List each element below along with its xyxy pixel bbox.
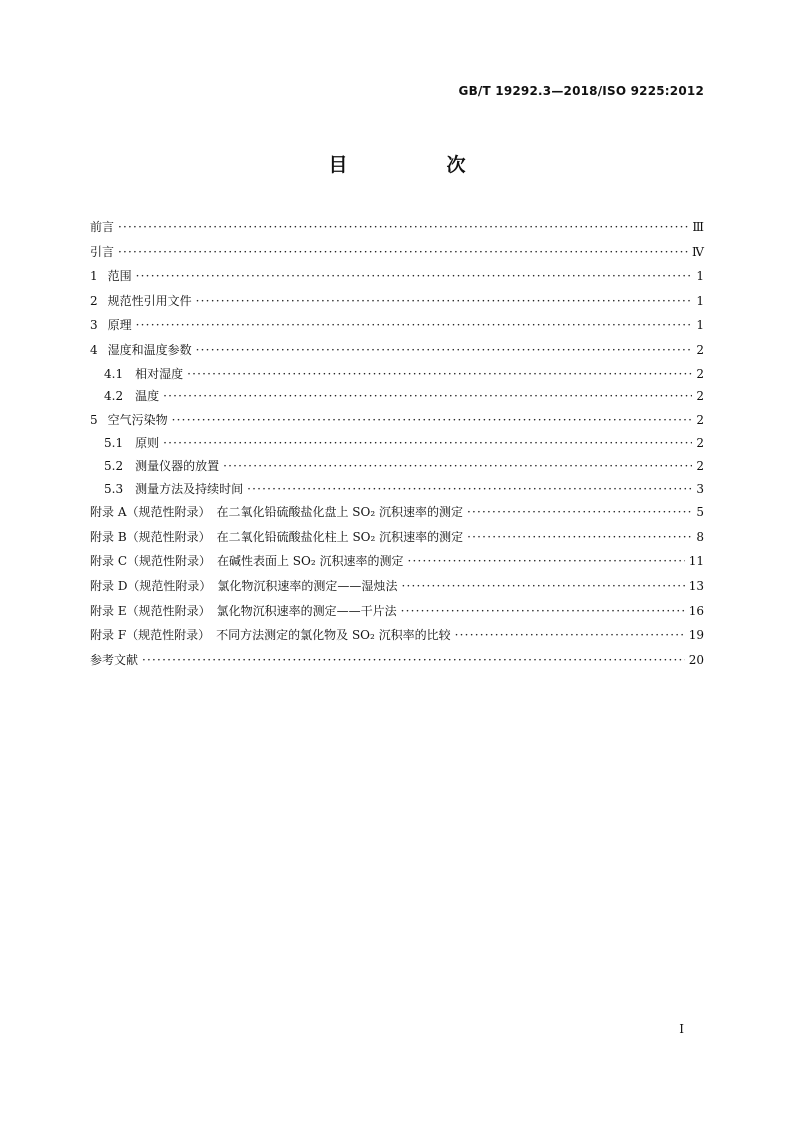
dot-leader bbox=[136, 264, 693, 289]
toc-entry-5-2[interactable] bbox=[90, 455, 704, 478]
dot-leader bbox=[196, 338, 693, 363]
toc-entry-text: 测量方法及持续时间 bbox=[135, 481, 244, 496]
toc-entry-annex-c[interactable] bbox=[90, 549, 704, 574]
toc-entry-text: 范围 bbox=[107, 269, 132, 284]
dot-leader bbox=[118, 215, 688, 240]
toc-entry-page: 1 bbox=[696, 318, 704, 333]
toc-entry-page: Ⅲ bbox=[692, 220, 704, 234]
dot-leader bbox=[455, 623, 685, 648]
toc-entry-page: 13 bbox=[688, 578, 704, 593]
toc-entry-text: 相对湿度 bbox=[135, 366, 184, 381]
toc-entry-number: 1 bbox=[90, 269, 98, 284]
toc-entry-number: 4.2 bbox=[104, 389, 124, 404]
toc-entry-page: 16 bbox=[688, 603, 704, 618]
toc-entry-text: 附录 F（规范性附录） 不同方法测定的氯化物及 SO₂ 沉积率的比较 bbox=[90, 628, 451, 643]
toc-entry-annex-e[interactable] bbox=[90, 599, 704, 624]
toc-entry-number: 2 bbox=[90, 293, 98, 308]
dot-leader bbox=[401, 599, 685, 624]
toc-entry-4-2[interactable] bbox=[90, 385, 704, 408]
dot-leader bbox=[163, 385, 692, 408]
toc-entry-foreword[interactable] bbox=[90, 215, 704, 240]
toc-entry-text: 原理 bbox=[107, 318, 132, 333]
toc-entry-bibliography[interactable] bbox=[90, 648, 704, 673]
dot-leader bbox=[172, 408, 693, 433]
dot-leader bbox=[467, 500, 692, 525]
dot-leader bbox=[196, 289, 693, 314]
toc-entry-annex-a[interactable] bbox=[90, 500, 704, 525]
toc-entry-text: 附录 D（规范性附录） 氯化物沉积速率的测定——湿烛法 bbox=[90, 578, 398, 593]
toc-entry-text: 引言 bbox=[90, 244, 115, 259]
toc-entry-text: 规范性引用文件 bbox=[107, 293, 192, 308]
toc-entry-page: 8 bbox=[696, 529, 704, 544]
toc-entry-2[interactable] bbox=[90, 289, 704, 314]
toc-entry-text: 原则 bbox=[135, 436, 160, 451]
toc-entry-page: 11 bbox=[688, 554, 704, 569]
toc-entry-text: 测量仪器的放置 bbox=[135, 458, 220, 473]
toc-entry-annex-b[interactable] bbox=[90, 525, 704, 550]
dot-leader bbox=[401, 574, 684, 599]
dot-leader bbox=[467, 525, 692, 550]
toc-entry-5[interactable] bbox=[90, 408, 704, 433]
page-title: 目 次 bbox=[328, 154, 506, 176]
toc-entry-number: 4.1 bbox=[104, 366, 124, 381]
toc-entry-page: Ⅳ bbox=[692, 244, 704, 259]
toc-entry-5-3[interactable] bbox=[90, 478, 704, 501]
toc-entry-annex-f[interactable] bbox=[90, 623, 704, 648]
toc-entry-introduction[interactable] bbox=[90, 240, 704, 265]
toc-entry-page: 2 bbox=[696, 366, 704, 381]
toc-entry-number: 5.3 bbox=[104, 481, 124, 496]
toc-entry-page: 2 bbox=[696, 342, 704, 357]
dot-leader bbox=[223, 455, 692, 478]
toc-entry-number: 5.1 bbox=[104, 436, 124, 451]
toc-entry-page: 5 bbox=[696, 505, 704, 520]
dot-leader bbox=[163, 432, 692, 455]
toc-entry-page: 2 bbox=[696, 412, 704, 427]
toc-entry-text: 前言 bbox=[90, 220, 115, 234]
toc-entry-text: 温度 bbox=[135, 389, 160, 404]
toc-entry-3[interactable] bbox=[90, 313, 704, 338]
toc-entry-page: 19 bbox=[688, 628, 704, 643]
toc-entry-number: 5 bbox=[90, 412, 98, 427]
dot-leader bbox=[247, 478, 692, 501]
toc-entry-page: 1 bbox=[696, 269, 704, 284]
toc-entry-number: 3 bbox=[90, 318, 98, 333]
toc-entry-4[interactable] bbox=[90, 338, 704, 363]
toc-entry-text: 湿度和温度参数 bbox=[107, 342, 192, 357]
toc-entry-page: 1 bbox=[696, 293, 704, 308]
toc-entry-number: 5.2 bbox=[104, 458, 124, 473]
toc-entry-text: 附录 E（规范性附录） 氯化物沉积速率的测定——干片法 bbox=[90, 603, 397, 618]
toc-entry-text: 附录 A（规范性附录） 在二氧化铅硫酸盐化盘上 SO₂ 沉积速率的测定 bbox=[90, 505, 463, 520]
dot-leader bbox=[136, 313, 693, 338]
page-number: I bbox=[679, 1022, 684, 1036]
dot-leader bbox=[187, 363, 692, 386]
dot-leader bbox=[118, 240, 688, 265]
toc-entry-text: 参考文献 bbox=[90, 652, 139, 667]
toc-entry-page: 2 bbox=[696, 389, 704, 404]
toc-entry-page: 20 bbox=[688, 652, 704, 667]
toc-entry-page: 2 bbox=[696, 436, 704, 451]
dot-leader bbox=[408, 549, 685, 574]
toc-entry-text: 附录 B（规范性附录） 在二氧化铅硫酸盐化柱上 SO₂ 沉积速率的测定 bbox=[90, 529, 464, 544]
toc-entry-4-1[interactable] bbox=[90, 363, 704, 386]
standard-code: GB/T 19292.3—2018/ISO 9225:2012 bbox=[458, 84, 704, 98]
toc-entry-number: 4 bbox=[90, 342, 98, 357]
toc-entry-text: 附录 C（规范性附录） 在碱性表面上 SO₂ 沉积速率的测定 bbox=[90, 554, 404, 569]
toc-entry-1[interactable] bbox=[90, 264, 704, 289]
toc-entry-page: 2 bbox=[696, 458, 704, 473]
toc-entry-text: 空气污染物 bbox=[107, 412, 168, 427]
table-of-contents bbox=[90, 215, 704, 672]
dot-leader bbox=[142, 648, 685, 673]
toc-entry-5-1[interactable] bbox=[90, 432, 704, 455]
toc-entry-page: 3 bbox=[696, 481, 704, 496]
toc-entry-annex-d[interactable] bbox=[90, 574, 704, 599]
